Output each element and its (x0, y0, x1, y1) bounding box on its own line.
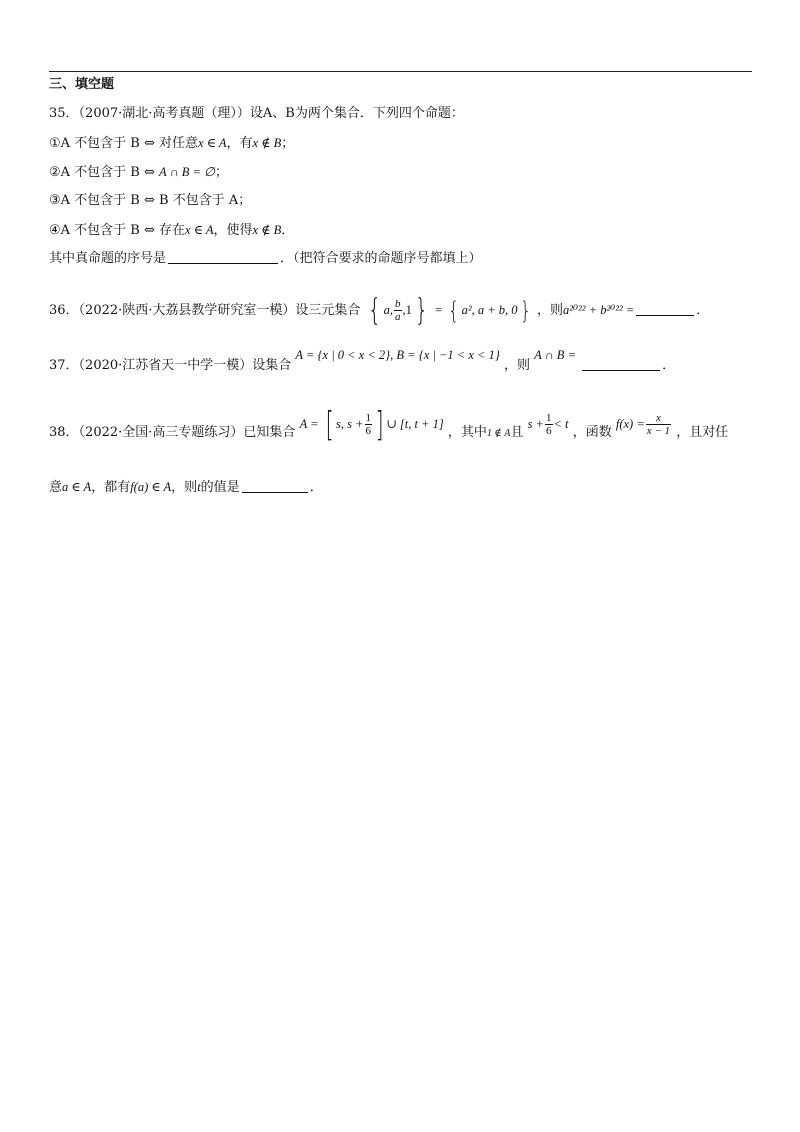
q37-source: （2020·江苏省天一中学一模） (78, 358, 253, 373)
section-title: 三、填空题 (49, 77, 115, 92)
q35-option-2: ②A 不包含于 B ⇔ A ∩ B = ∅； (49, 165, 228, 180)
q38-stem: 38．（2022·全国·高三专题练习）已知集合 A = [ s, s + $\frac{1}{6}$ ] ∪ [t, t + 1] ，其中1 ∉ A且 s + $\frac{1}{6}$ < t ，函数 f(x) = $\frac{x}{x - 1}$ ，且对任 (49, 410, 728, 454)
answer-blank-q38[interactable] (242, 479, 308, 493)
answer-blank-q35[interactable] (168, 250, 278, 264)
q35-option-4: ④A 不包含于 B ⇔ 存在x ∈ A，使得x ∉ B． (49, 223, 295, 238)
q37-stem: 37．（2020·江苏省天一中学一模）设集合 A = {x | 0 < x < 2}, B = {x | −1 < x < 1} ，则 A ∩ B = ． (49, 348, 676, 373)
q36-stem: 36．（2022·陕西·大荔县教学研究室一模）设三元集合 { a, $\frac{b}{a}$ ,1} = { a², a + b, 0} ，则a²⁰²² + b²⁰²² = ． (49, 290, 709, 330)
q38-number: 38． (49, 425, 79, 440)
q35-option-1: ①A 不包含于 B ⇔ 对任意x ∈ A，有x ∉ B； (49, 136, 295, 151)
q37-number: 37． (49, 358, 79, 373)
q38-set-definition: A = [ s, s + $\frac{1}{6}$ ] ∪ [t, t + 1] (299, 404, 444, 445)
q38-condition: s + $\frac{1}{6}$ < t (527, 412, 569, 437)
q36-number: 36． (49, 303, 79, 318)
q36-source: （2022·陕西·大荔县教学研究室一模） (78, 303, 296, 318)
q38-function: f(x) = $\frac{x}{x - 1}$ (615, 412, 671, 437)
q38-source: （2022·全国·高三专题练习） (78, 425, 244, 440)
q37-sets: A = {x | 0 < x < 2}, B = {x | −1 < x < 1} (295, 348, 500, 362)
answer-blank-q36[interactable] (636, 302, 694, 316)
q38-stem-line2: 意a ∈ A，都有f(a) ∈ A，则t的值是 ． (49, 480, 323, 495)
q35-option-3: ③A 不包含于 B ⇔ B 不包含于 A； (49, 193, 252, 208)
q35-source: （2007·湖北·高考真题（理）） (78, 106, 250, 121)
q35-number: 35． (49, 106, 79, 121)
q35-intro: 设A、B为两个集合．下列四个命题： (249, 106, 464, 121)
q35-stem (49, 105, 464, 123)
top-rule (49, 71, 752, 72)
q35-ask: 其中真命题的序号是 ．（把符合要求的命题序号都填上） (49, 251, 482, 266)
answer-blank-q37[interactable] (582, 357, 660, 371)
q36-set-equation: { a, $\frac{b}{a}$ ,1} = { a², a + b, 0} (367, 292, 531, 328)
